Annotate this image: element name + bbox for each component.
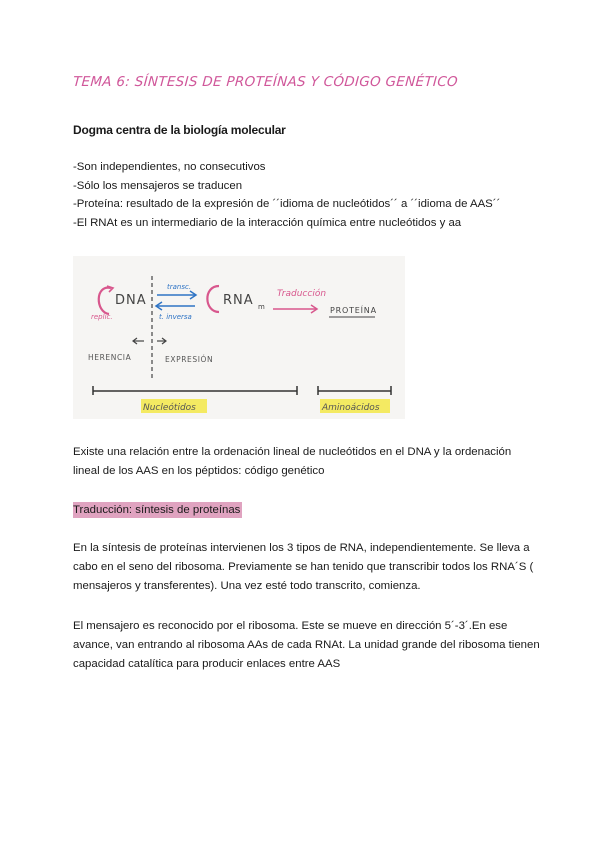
proteina-label: PROTEÍNA: [330, 306, 377, 315]
transc-label: transc.: [167, 283, 192, 291]
expresion-label: EXPRESIÓN: [165, 355, 214, 364]
paragraph-rna-types: En la síntesis de proteínas intervienen los 3 tipos de RNA, independientemente. Se lleva a cabo en el seno del ribosoma. Previamente se han tenido que transcribir todos los RNA´S ( mensajeros y transferentes). Una vez esté todo transcrito, comienza.: [73, 542, 534, 592]
section-title-highlight: Traducción: síntesis de proteínas: [73, 504, 241, 516]
nucleotidos-label: Nucleótidos: [143, 403, 196, 413]
rna-subscript: m: [258, 303, 265, 311]
traduccion-label: Traducción: [277, 289, 327, 299]
list-item: -Son independientes, no consecutivos: [73, 161, 266, 173]
list-item: -Sólo los mensajeros se traducen: [73, 179, 243, 192]
list-item: -Proteína: resultado de la expresión de ´´idioma de nucleótidos´´ a ´´idioma de AAS´´: [73, 198, 501, 211]
page-title: TEMA 6: SÍNTESIS DE PROTEÍNAS Y CÓDIGO GENÉTICO: [72, 74, 459, 90]
central-dogma-diagram: [73, 256, 405, 419]
section-heading: Dogma centra de la biología molecular: [73, 123, 286, 137]
list-item: -El RNAt es un intermediario de la interacción química entre nucleótidos y aa: [73, 217, 462, 230]
replic-label: replic.: [91, 313, 113, 321]
t-inversa-label: t. inversa: [159, 313, 192, 321]
rna-loop-arrow: [207, 286, 219, 312]
bullet-list: [73, 158, 500, 233]
paragraph-genetic-code: Existe una relación entre la ordenación lineal de nucleótidos en el DNA y la ordenación lineal de los AAS en los péptidos: código genético: [73, 446, 512, 477]
aminoacidos-label: Aminoácidos: [322, 403, 380, 413]
dna-label: DNA: [115, 293, 147, 308]
rna-label: RNA: [223, 293, 254, 308]
paragraph-ribosome: El mensajero es reconocido por el ribosoma. Este se mueve en dirección 5´-3´.En ese avance, van entrando al ribosoma AAs de cada RNAt. La unidad grande del ribosoma tienen capacidad catalítica para producir enlaces entre AAS: [73, 620, 540, 670]
herencia-label: HERENCIA: [88, 353, 132, 362]
